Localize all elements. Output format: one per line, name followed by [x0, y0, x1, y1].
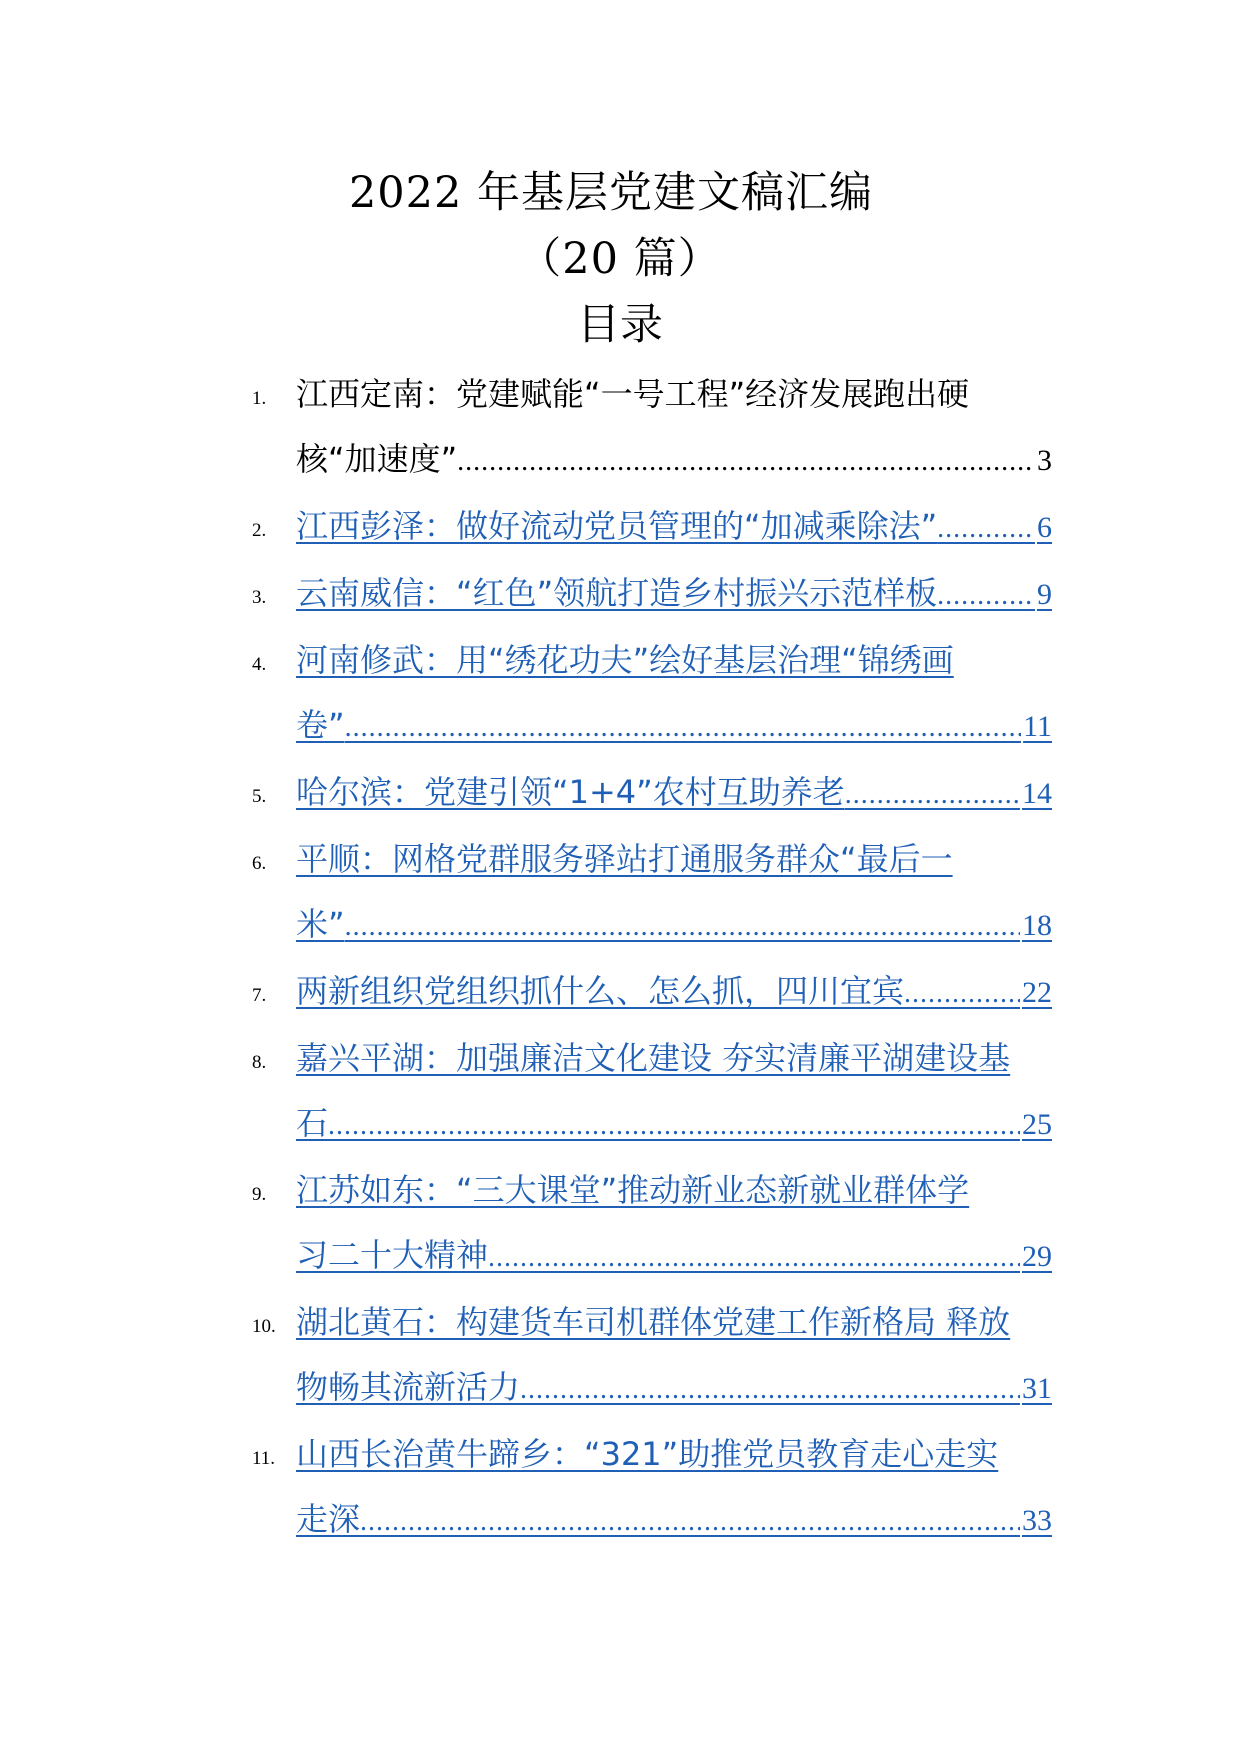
toc-item[interactable] [252, 1026, 1052, 1158]
toc-entry-title-line1: 江西定南：党建赋能“一号工程”经济发展跑出硬 [296, 375, 970, 413]
toc-item[interactable] [252, 561, 1052, 628]
toc-entry-last-line [296, 1487, 1052, 1554]
toc-item[interactable] [252, 628, 1052, 760]
toc-leader-dots [520, 1357, 1020, 1422]
toc-item[interactable] [252, 760, 1052, 827]
toc-item-number: 8. [252, 1052, 267, 1073]
toc-entry-title-line2: 哈尔滨：党建引领“1+4”农村互助养老 [296, 773, 845, 811]
toc-page-number: 3 [1037, 444, 1052, 477]
toc-entry-title-line2: 习二十大精神 [296, 1236, 489, 1274]
toc-item-number: 10. [252, 1316, 276, 1337]
toc-entry-title-line2: 云南威信：“红色”领航打造乡村振兴示范样板 [296, 574, 938, 612]
toc-entry-title-line1: 平顺：网格党群服务驿站打通服务群众“最后一 [296, 840, 953, 878]
toc-item[interactable] [252, 362, 1052, 494]
toc-item-number: 4. [252, 654, 267, 675]
toc-entry-title-line2: 核“加速度” [296, 440, 458, 478]
toc-leader-dots [345, 695, 1022, 760]
toc-entry-title-line2: 走深 [296, 1500, 361, 1538]
toc-entry-title-line2: 江西彭泽：做好流动党员管理的“加减乘除法” [296, 507, 938, 545]
toc-entry-link[interactable] [296, 1158, 1052, 1290]
toc-item-number: 1. [252, 388, 267, 409]
toc-leader-dots [488, 1225, 1020, 1290]
toc-entry-title-line1: 江苏如东：“三大课堂”推动新业态新就业群体学 [296, 1171, 970, 1209]
toc-item[interactable] [252, 959, 1052, 1026]
toc-item[interactable] [252, 1422, 1052, 1554]
toc-item[interactable] [252, 494, 1052, 561]
toc-entry-last-line [296, 561, 1052, 628]
toc-item-number: 11. [252, 1448, 276, 1469]
document-title: 2022 年基层党建文稿汇编 [348, 168, 874, 218]
toc-entry-link[interactable] [296, 1026, 1052, 1158]
toc-leader-dots [360, 1489, 1020, 1554]
toc-entry-last-line [296, 1091, 1052, 1158]
toc-entry-title-line2: 米” [296, 905, 345, 943]
toc-entry-last-line [296, 494, 1052, 561]
toc-entry-title-line2: 卷” [296, 706, 345, 744]
toc-page-number: 29 [1022, 1240, 1052, 1273]
toc-entry-title-line1: 山西长治黄牛蹄乡：“321”助推党员教育走心走实 [296, 1435, 999, 1473]
toc-leader-dots [457, 429, 1035, 494]
toc-entry-last-line [296, 760, 1052, 827]
toc-leader-dots [904, 961, 1020, 1026]
toc-page-number: 31 [1022, 1372, 1052, 1405]
toc-item-number: 9. [252, 1184, 267, 1205]
toc-item-number: 7. [252, 985, 267, 1006]
toc-page-number: 11 [1023, 710, 1052, 743]
toc-entry-last-line [296, 892, 1052, 959]
toc-entry-title-line2: 石 [296, 1104, 329, 1142]
toc-entry-link[interactable] [296, 628, 1052, 760]
toc-page-number: 9 [1037, 578, 1052, 611]
toc-item[interactable] [252, 1290, 1052, 1422]
toc-item-number: 5. [252, 786, 267, 807]
toc-page-number: 14 [1022, 777, 1052, 810]
toc-entry-title-line1: 嘉兴平湖：加强廉洁文化建设 夯实清廉平湖建设基 [296, 1039, 1011, 1077]
toc-entry-link[interactable] [296, 1290, 1052, 1422]
toc-item[interactable] [252, 827, 1052, 959]
toc-leader-dots [345, 894, 1020, 959]
document-header [0, 160, 1240, 358]
toc-entry-link[interactable] [296, 827, 1052, 959]
toc-entry-last-line [296, 959, 1052, 1026]
toc-entry-title-line1: 湖北黄石：构建货车司机群体党建工作新格局 释放 [296, 1303, 1011, 1341]
toc-page-number: 33 [1022, 1504, 1052, 1537]
toc-page-number: 6 [1037, 511, 1052, 544]
toc-page-number: 22 [1022, 976, 1052, 1009]
toc-item[interactable] [252, 1158, 1052, 1290]
table-of-contents [252, 362, 1052, 1554]
toc-entry-title-line2: 两新组织党组织抓什么、怎么抓，四川宜宾 [296, 972, 905, 1010]
toc-item-number: 6. [252, 853, 267, 874]
document-subtitle: （20 篇） [518, 234, 722, 284]
toc-page-number: 18 [1022, 909, 1052, 942]
toc-leader-dots [328, 1093, 1020, 1158]
toc-entry-title-line1: 河南修武：用“绣花功夫”绘好基层治理“锦绣画 [296, 641, 954, 679]
toc-entry-link[interactable] [296, 362, 1052, 494]
toc-entry-title-line2: 物畅其流新活力 [296, 1368, 521, 1406]
toc-entry-last-line [296, 693, 1052, 760]
toc-entry-link[interactable] [296, 561, 1052, 628]
toc-heading: 目录 [577, 300, 663, 350]
toc-leader-dots [937, 496, 1035, 561]
toc-item-number: 3. [252, 587, 267, 608]
toc-entry-link[interactable] [296, 959, 1052, 1026]
toc-entry-last-line [296, 1223, 1052, 1290]
toc-page-number: 25 [1022, 1108, 1052, 1141]
toc-item-number: 2. [252, 520, 267, 541]
toc-leader-dots [845, 762, 1020, 827]
toc-entry-link[interactable] [296, 494, 1052, 561]
toc-leader-dots [937, 563, 1035, 628]
toc-entry-link[interactable] [296, 760, 1052, 827]
toc-entry-link[interactable] [296, 1422, 1052, 1554]
toc-entry-last-line [296, 427, 1052, 494]
toc-entry-last-line [296, 1355, 1052, 1422]
